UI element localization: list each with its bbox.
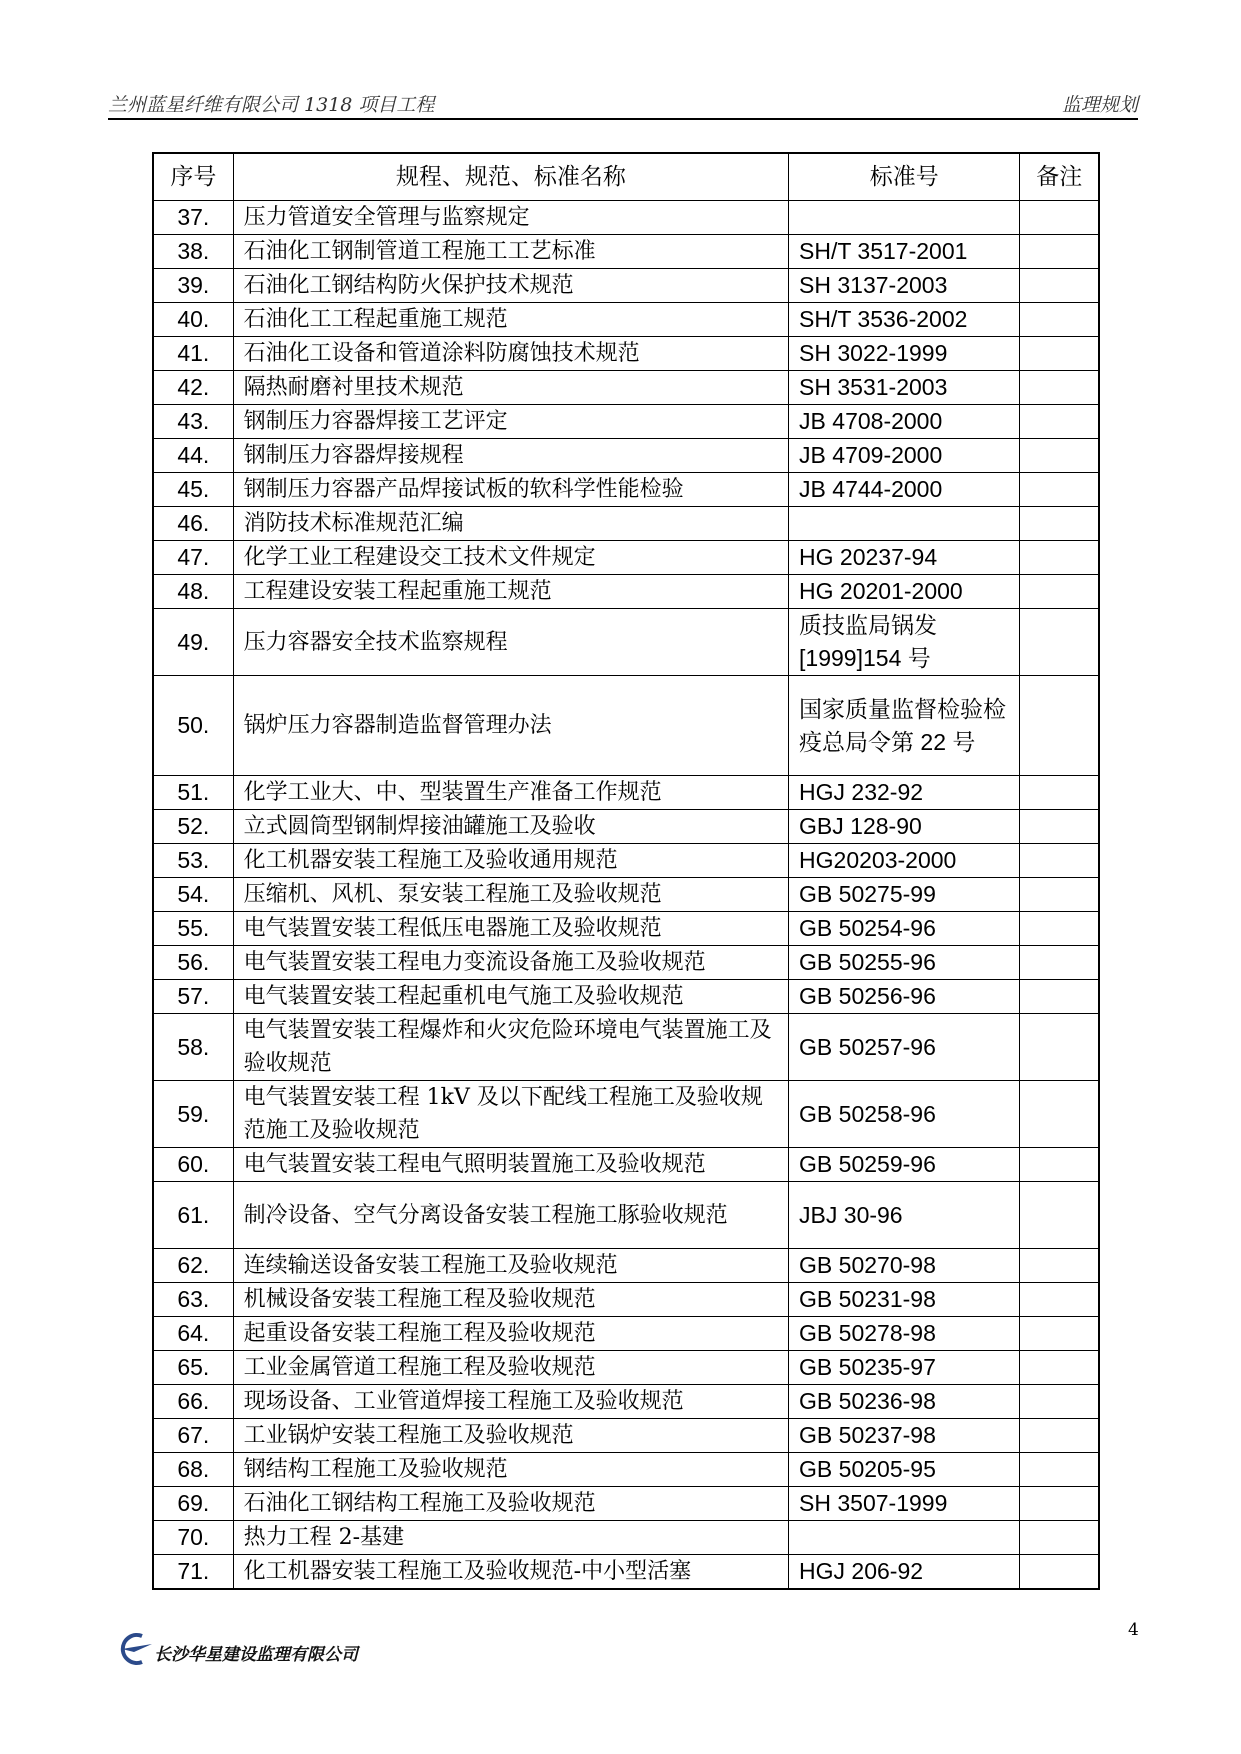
table-row [153,1521,1099,1555]
cell-name: 连续输送设备安装工程施工及验收规范 [233,1249,788,1283]
cell-name: 钢制压力容器产品焊接试板的软科学性能检验 [233,473,788,507]
cell-serial: 71. [153,1555,233,1590]
cell-serial: 57. [153,980,233,1014]
cell-remarks [1020,1453,1099,1487]
cell-standard-no [789,201,1020,235]
table-row [153,507,1099,541]
cell-name: 现场设备、工业管道焊接工程施工及验收规范 [233,1385,788,1419]
cell-serial: 59. [153,1081,233,1148]
cell-standard-no: GB 50257-96 [789,1014,1020,1081]
cell-name: 制冷设备、空气分离设备安装工程施工豚验收规范 [233,1182,788,1249]
cell-standard-no: GB 50205-95 [789,1453,1020,1487]
table-row [153,1385,1099,1419]
cell-name: 化工机器安装工程施工及验收规范-中小型活塞 [233,1555,788,1590]
cell-serial: 37. [153,201,233,235]
cell-name: 石油化工工程起重施工规范 [233,303,788,337]
cell-name: 起重设备安装工程施工程及验收规范 [233,1317,788,1351]
cell-standard-no: GB 50259-96 [789,1148,1020,1182]
cell-standard-no: GB 50254-96 [789,912,1020,946]
cell-name: 石油化工钢制管道工程施工工艺标准 [233,235,788,269]
cell-remarks [1020,303,1099,337]
cell-remarks [1020,473,1099,507]
cell-name: 压力容器安全技术监察规程 [233,609,788,676]
table-row [153,1014,1099,1081]
cell-serial: 41. [153,337,233,371]
cell-name: 石油化工设备和管道涂料防腐蚀技术规范 [233,337,788,371]
table-row [153,337,1099,371]
cell-remarks [1020,439,1099,473]
table-body [153,201,1099,1590]
cell-serial: 40. [153,303,233,337]
cell-standard-no: GB 50236-98 [789,1385,1020,1419]
cell-serial: 45. [153,473,233,507]
cell-name: 电气装置安装工程 1kV 及以下配线工程施工及验收规范施工及验收规范 [233,1081,788,1148]
cell-name: 电气装置安装工程起重机电气施工及验收规范 [233,980,788,1014]
cell-standard-no: 质技监局锅发 [1999]154 号 [789,609,1020,676]
cell-name: 工业金属管道工程施工程及验收规范 [233,1351,788,1385]
cell-name: 压力管道安全管理与监察规定 [233,201,788,235]
cell-standard-no: GB 50270-98 [789,1249,1020,1283]
cell-serial: 67. [153,1419,233,1453]
cell-standard-no: GB 50255-96 [789,946,1020,980]
cell-serial: 54. [153,878,233,912]
cell-standard-no [789,507,1020,541]
cell-name: 电气装置安装工程低压电器施工及验收规范 [233,912,788,946]
cell-remarks [1020,776,1099,810]
cell-serial: 69. [153,1487,233,1521]
table-row [153,1249,1099,1283]
cell-serial: 43. [153,405,233,439]
cell-name: 化学工业大、中、型装置生产准备工作规范 [233,776,788,810]
cell-standard-no: HG 20201-2000 [789,575,1020,609]
cell-remarks [1020,946,1099,980]
cell-standard-no: JB 4709-2000 [789,439,1020,473]
cell-name: 隔热耐磨衬里技术规范 [233,371,788,405]
cell-serial: 48. [153,575,233,609]
cell-standard-no: HG20203-2000 [789,844,1020,878]
cell-remarks [1020,575,1099,609]
cell-standard-no: GBJ 128-90 [789,810,1020,844]
cell-name: 电气装置安装工程电气照明装置施工及验收规范 [233,1148,788,1182]
cell-serial: 42. [153,371,233,405]
cell-standard-no: SH 3022-1999 [789,337,1020,371]
cell-standard-no [789,1521,1020,1555]
cell-remarks [1020,1283,1099,1317]
footer-company-name: 长沙华星建设监理有限公司 [154,1645,358,1665]
cell-serial: 58. [153,1014,233,1081]
cell-name: 压缩机、风机、泵安装工程施工及验收规范 [233,878,788,912]
cell-name: 化工机器安装工程施工及验收通用规范 [233,844,788,878]
header-standard-no: 标准号 [789,153,1020,201]
cell-remarks [1020,1148,1099,1182]
cell-name: 钢结构工程施工及验收规范 [233,1453,788,1487]
cell-serial: 66. [153,1385,233,1419]
header-remarks: 备注 [1020,153,1099,201]
cell-remarks [1020,541,1099,575]
cell-remarks [1020,878,1099,912]
cell-remarks [1020,912,1099,946]
table-row [153,1317,1099,1351]
cell-standard-no: SH 3137-2003 [789,269,1020,303]
table-row [153,810,1099,844]
table-row [153,269,1099,303]
cell-name: 电气装置安装工程爆炸和火灾危险环境电气装置施工及验收规范 [233,1014,788,1081]
cell-remarks [1020,980,1099,1014]
table-row [153,946,1099,980]
cell-standard-no: JBJ 30-96 [789,1182,1020,1249]
table-row [153,1487,1099,1521]
cell-remarks [1020,1521,1099,1555]
header-section-title: 监理规划 [1061,94,1138,116]
table-row [153,878,1099,912]
table-row [153,235,1099,269]
cell-name: 石油化工钢结构防火保护技术规范 [233,269,788,303]
table-row [153,1182,1099,1249]
cell-name: 钢制压力容器焊接规程 [233,439,788,473]
cell-name: 立式圆筒型钢制焊接油罐施工及验收 [233,810,788,844]
cell-serial: 52. [153,810,233,844]
cell-standard-no: HG 20237-94 [789,541,1020,575]
cell-standard-no: GB 50235-97 [789,1351,1020,1385]
cell-name: 机械设备安装工程施工程及验收规范 [233,1283,788,1317]
standards-table [152,152,1100,1590]
cell-standard-no: GB 50278-98 [789,1317,1020,1351]
table-row [153,1283,1099,1317]
table-row [153,405,1099,439]
page-number: 4 [1128,1620,1139,1640]
cell-standard-no: SH 3507-1999 [789,1487,1020,1521]
table-row [153,541,1099,575]
cell-serial: 39. [153,269,233,303]
cell-serial: 50. [153,676,233,776]
table-row [153,439,1099,473]
cell-name: 石油化工钢结构工程施工及验收规范 [233,1487,788,1521]
cell-standard-no: GB 50237-98 [789,1419,1020,1453]
cell-remarks [1020,371,1099,405]
cell-name: 热力工程 2-基建 [233,1521,788,1555]
table-row [153,1453,1099,1487]
cell-serial: 63. [153,1283,233,1317]
cell-standard-no: SH/T 3517-2001 [789,235,1020,269]
table-row [153,473,1099,507]
cell-serial: 70. [153,1521,233,1555]
cell-standard-no: GB 50258-96 [789,1081,1020,1148]
table-row [153,1081,1099,1148]
cell-serial: 38. [153,235,233,269]
cell-standard-no: HGJ 206-92 [789,1555,1020,1590]
cell-serial: 46. [153,507,233,541]
table-header-row [153,153,1099,201]
page-header [108,86,1138,120]
cell-remarks [1020,1385,1099,1419]
cell-remarks [1020,676,1099,776]
table-row [153,201,1099,235]
table-row [153,575,1099,609]
cell-remarks [1020,1555,1099,1590]
cell-standard-no: 国家质量监督检验检疫总局令第 22 号 [789,676,1020,776]
page-footer [112,1632,412,1672]
cell-serial: 65. [153,1351,233,1385]
table-row [153,371,1099,405]
table-row [153,1351,1099,1385]
cell-name: 工程建设安装工程起重施工规范 [233,575,788,609]
cell-remarks [1020,269,1099,303]
cell-name: 化学工业工程建设交工技术文件规定 [233,541,788,575]
cell-serial: 47. [153,541,233,575]
cell-serial: 51. [153,776,233,810]
cell-serial: 68. [153,1453,233,1487]
cell-serial: 60. [153,1148,233,1182]
cell-serial: 56. [153,946,233,980]
header-serial: 序号 [153,153,233,201]
table-row [153,844,1099,878]
header-project-title: 兰州蓝星纤维有限公司 1318 项目工程 [108,94,435,116]
cell-name: 工业锅炉安装工程施工及验收规范 [233,1419,788,1453]
cell-standard-no: GB 50231-98 [789,1283,1020,1317]
cell-standard-no: SH 3531-2003 [789,371,1020,405]
cell-serial: 44. [153,439,233,473]
table-row [153,1555,1099,1590]
table-row [153,912,1099,946]
company-logo-icon [112,1632,156,1666]
cell-serial: 61. [153,1182,233,1249]
cell-name: 锅炉压力容器制造监督管理办法 [233,676,788,776]
table-row [153,676,1099,776]
cell-serial: 62. [153,1249,233,1283]
cell-remarks [1020,1317,1099,1351]
cell-remarks [1020,1249,1099,1283]
cell-name: 电气装置安装工程电力变流设备施工及验收规范 [233,946,788,980]
cell-remarks [1020,1182,1099,1249]
cell-standard-no: JB 4708-2000 [789,405,1020,439]
cell-remarks [1020,405,1099,439]
cell-remarks [1020,201,1099,235]
cell-remarks [1020,1419,1099,1453]
table-row [153,303,1099,337]
cell-standard-no: JB 4744-2000 [789,473,1020,507]
table-row [153,1148,1099,1182]
cell-name: 消防技术标准规范汇编 [233,507,788,541]
cell-remarks [1020,609,1099,676]
cell-name: 钢制压力容器焊接工艺评定 [233,405,788,439]
cell-remarks [1020,1351,1099,1385]
cell-remarks [1020,844,1099,878]
cell-standard-no: GB 50256-96 [789,980,1020,1014]
table-row [153,609,1099,676]
cell-remarks [1020,337,1099,371]
cell-remarks [1020,235,1099,269]
table-row [153,776,1099,810]
cell-serial: 64. [153,1317,233,1351]
cell-remarks [1020,1081,1099,1148]
cell-standard-no: GB 50275-99 [789,878,1020,912]
cell-remarks [1020,1014,1099,1081]
cell-remarks [1020,507,1099,541]
cell-remarks [1020,810,1099,844]
cell-serial: 49. [153,609,233,676]
table-row [153,980,1099,1014]
cell-serial: 55. [153,912,233,946]
table-row [153,1419,1099,1453]
cell-standard-no: HGJ 232-92 [789,776,1020,810]
cell-serial: 53. [153,844,233,878]
header-name: 规程、规范、标准名称 [233,153,788,201]
cell-standard-no: SH/T 3536-2002 [789,303,1020,337]
cell-remarks [1020,1487,1099,1521]
